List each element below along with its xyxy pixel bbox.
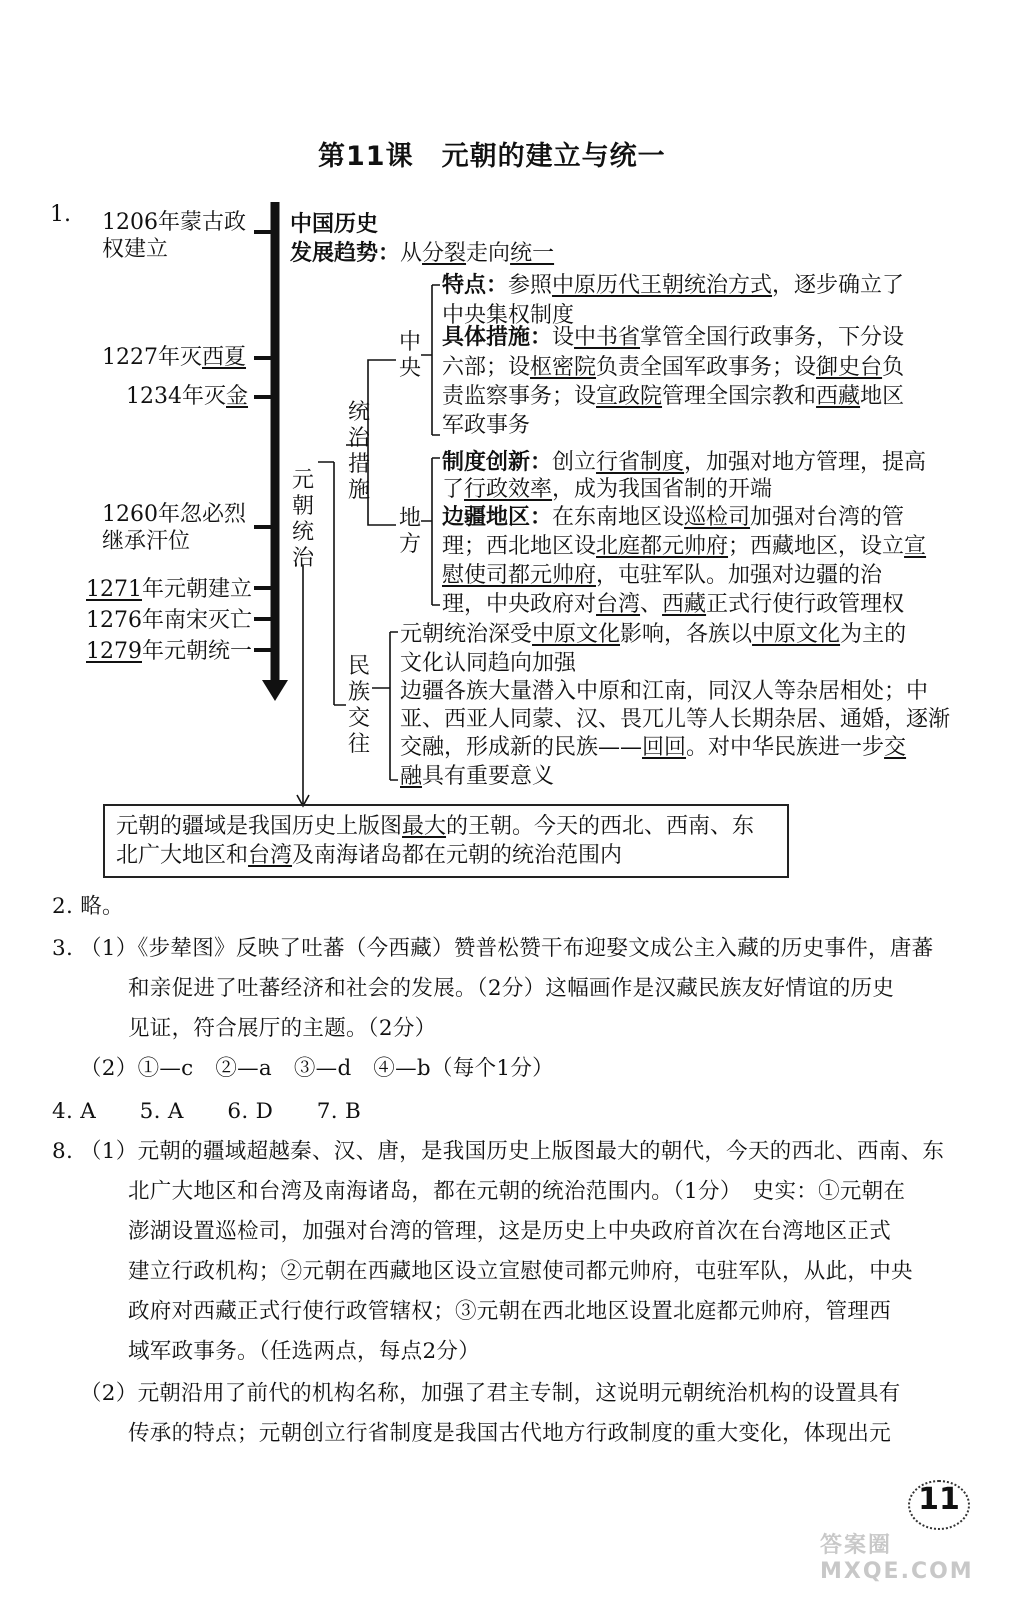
central-measures-line3: 责监察事务；设宣政院管理全国宗教和西藏地区 (442, 384, 905, 409)
page-number: 11 (918, 1482, 960, 1517)
question-8-line4: 建立行政机构；②元朝在西藏地区设立宣慰使司都元帅府，屯驻军队，从此，中央 (128, 1259, 913, 1284)
timeline-event-1276: 1276年南宋灭亡 (86, 608, 252, 633)
timeline-event-1234: 1234年灭金 (126, 384, 249, 409)
ethnic-line3: 边疆各族大量潜入中原和江南，同汉人等杂居相处；中 (400, 679, 929, 704)
ethnic-line6: 融具有重要意义 (400, 764, 555, 789)
watermark-text: 答案圈 MXQE.COM (820, 1533, 974, 1584)
timeline-event-1279: 1279年元朝统一 (86, 639, 253, 664)
question-3-part1-line2: 和亲促进了吐蕃经济和社会的发展。（2分）这幅画作是汉藏民族友好情谊的历史 (128, 976, 895, 1001)
ethnic-line1: 元朝统治深受中原文化影响，各族以中原文化为主的 (400, 622, 907, 647)
trend-line: 发展趋势：从分裂走向统一 (290, 241, 555, 266)
frontier-line4: 理，中央政府对台湾、西藏正式行使行政管理权 (442, 592, 905, 617)
central-measures-line4: 军政事务 (442, 413, 531, 438)
question-8-line6: 域军政事务。（任选两点，每点2分） (128, 1339, 481, 1364)
timeline-event-1260-b: 继承汗位 (102, 529, 191, 554)
question-8-line3: 澎湖设置巡检司，加强对台湾的管理，这是历史上中央政府首次在台湾地区正式 (128, 1219, 892, 1244)
question-3-part1-line3: 见证，符合展厅的主题。（2分） (128, 1016, 437, 1041)
local-innovation-line2: 了行政效率，成为我国省制的开端 (442, 477, 773, 502)
trend-heading-1: 中国历史 (290, 212, 379, 237)
local-innovation-line1: 制度创新：创立行省制度，加强对地方管理，提高 (442, 450, 927, 475)
frontier-line3: 慰使司都元帅府，屯驻军队。加强对边疆的治 (442, 563, 883, 588)
central-measures-line2: 六部；设枢密院负责全国军政事务；设御史台负 (442, 355, 905, 380)
timeline-event-1260-a: 1260年忽必烈 (102, 502, 246, 527)
question-3-part1-line1: （1）《步辇图》反映了吐蕃（今西藏）赞普松赞干布迎娶文成公主入藏的历史事件，唐蕃 (80, 936, 934, 961)
timeline-event-1206-a: 1206年蒙古政 (102, 210, 246, 235)
frontier-line1: 边疆地区：在东南地区设巡检司加强对台湾的管 (442, 505, 905, 530)
question-2: 2. 略。 (52, 894, 124, 919)
timeline-event-1206-b: 权建立 (102, 237, 169, 262)
timeline-event-1227: 1227年灭西夏 (102, 345, 247, 370)
central-feature-line1: 特点：参照中原历代王朝统治方式，逐步确立了 (442, 273, 905, 298)
label-ethnic-exchange: 民族交往 (347, 654, 370, 757)
timeline-event-1271: 1271年元朝建立 (86, 577, 253, 602)
question-number: 1. (50, 202, 71, 227)
question-8-line2: 北广大地区和台湾及南海诸岛，都在元朝的统治范围内。（1分） 史实：①元朝在 (128, 1179, 906, 1204)
ethnic-line2: 文化认同趋向加强 (400, 651, 577, 676)
label-central: 中央 (398, 330, 421, 381)
question-3-number: 3. (52, 936, 74, 961)
summary-line1: 元朝的疆域是我国历史上版图最大的王朝。今天的西北、西南、东 (116, 814, 755, 839)
ethnic-line4: 亚、西亚人同蒙、汉、畏兀儿等人长期杂居、通婚，逐渐 (400, 707, 951, 732)
central-measures-line1: 具体措施：设中书省掌管全国行政事务，下分设 (442, 325, 905, 350)
ethnic-line5: 交融，形成新的民族——回回。对中华民族进一步交 (400, 735, 907, 760)
question-8-line1: （1）元朝的疆域超越秦、汉、唐，是我国历史上版图最大的朝代，今天的西北、西南、东 (80, 1139, 945, 1164)
page-title: 第11课 元朝的建立与统一 (318, 141, 666, 172)
label-local: 地方 (398, 506, 421, 557)
label-governance-measures: 统治措施 (347, 400, 370, 503)
question-8-part2-line2: 传承的特点；元朝创立行省制度是我国古代地方行政制度的重大变化，体现出元 (128, 1421, 892, 1446)
summary-line2: 北广大地区和台湾及南海诸岛都在元朝的统治范围内 (116, 843, 623, 868)
label-yuan-rule: 元朝统治 (291, 468, 314, 571)
frontier-line2: 理；西北地区设北庭都元帅府；西藏地区，设立宣 (442, 534, 927, 559)
question-3-part2: （2）①—c ②—a ③—d ④—b（每个1分） (80, 1056, 554, 1081)
central-feature-line2: 中央集权制度 (442, 303, 575, 328)
question-8-number: 8. (52, 1139, 74, 1164)
answers-4-7: 4. A 5. A 6. D 7. B (52, 1099, 362, 1124)
question-8-part2-line1: （2）元朝沿用了前代的机构名称，加强了君主专制，这说明元朝统治机构的设置具有 (80, 1381, 901, 1406)
question-8-line5: 政府对西藏正式行使行政管辖权；③元朝在西北地区设置北庭都元帅府，管理西 (128, 1299, 892, 1324)
